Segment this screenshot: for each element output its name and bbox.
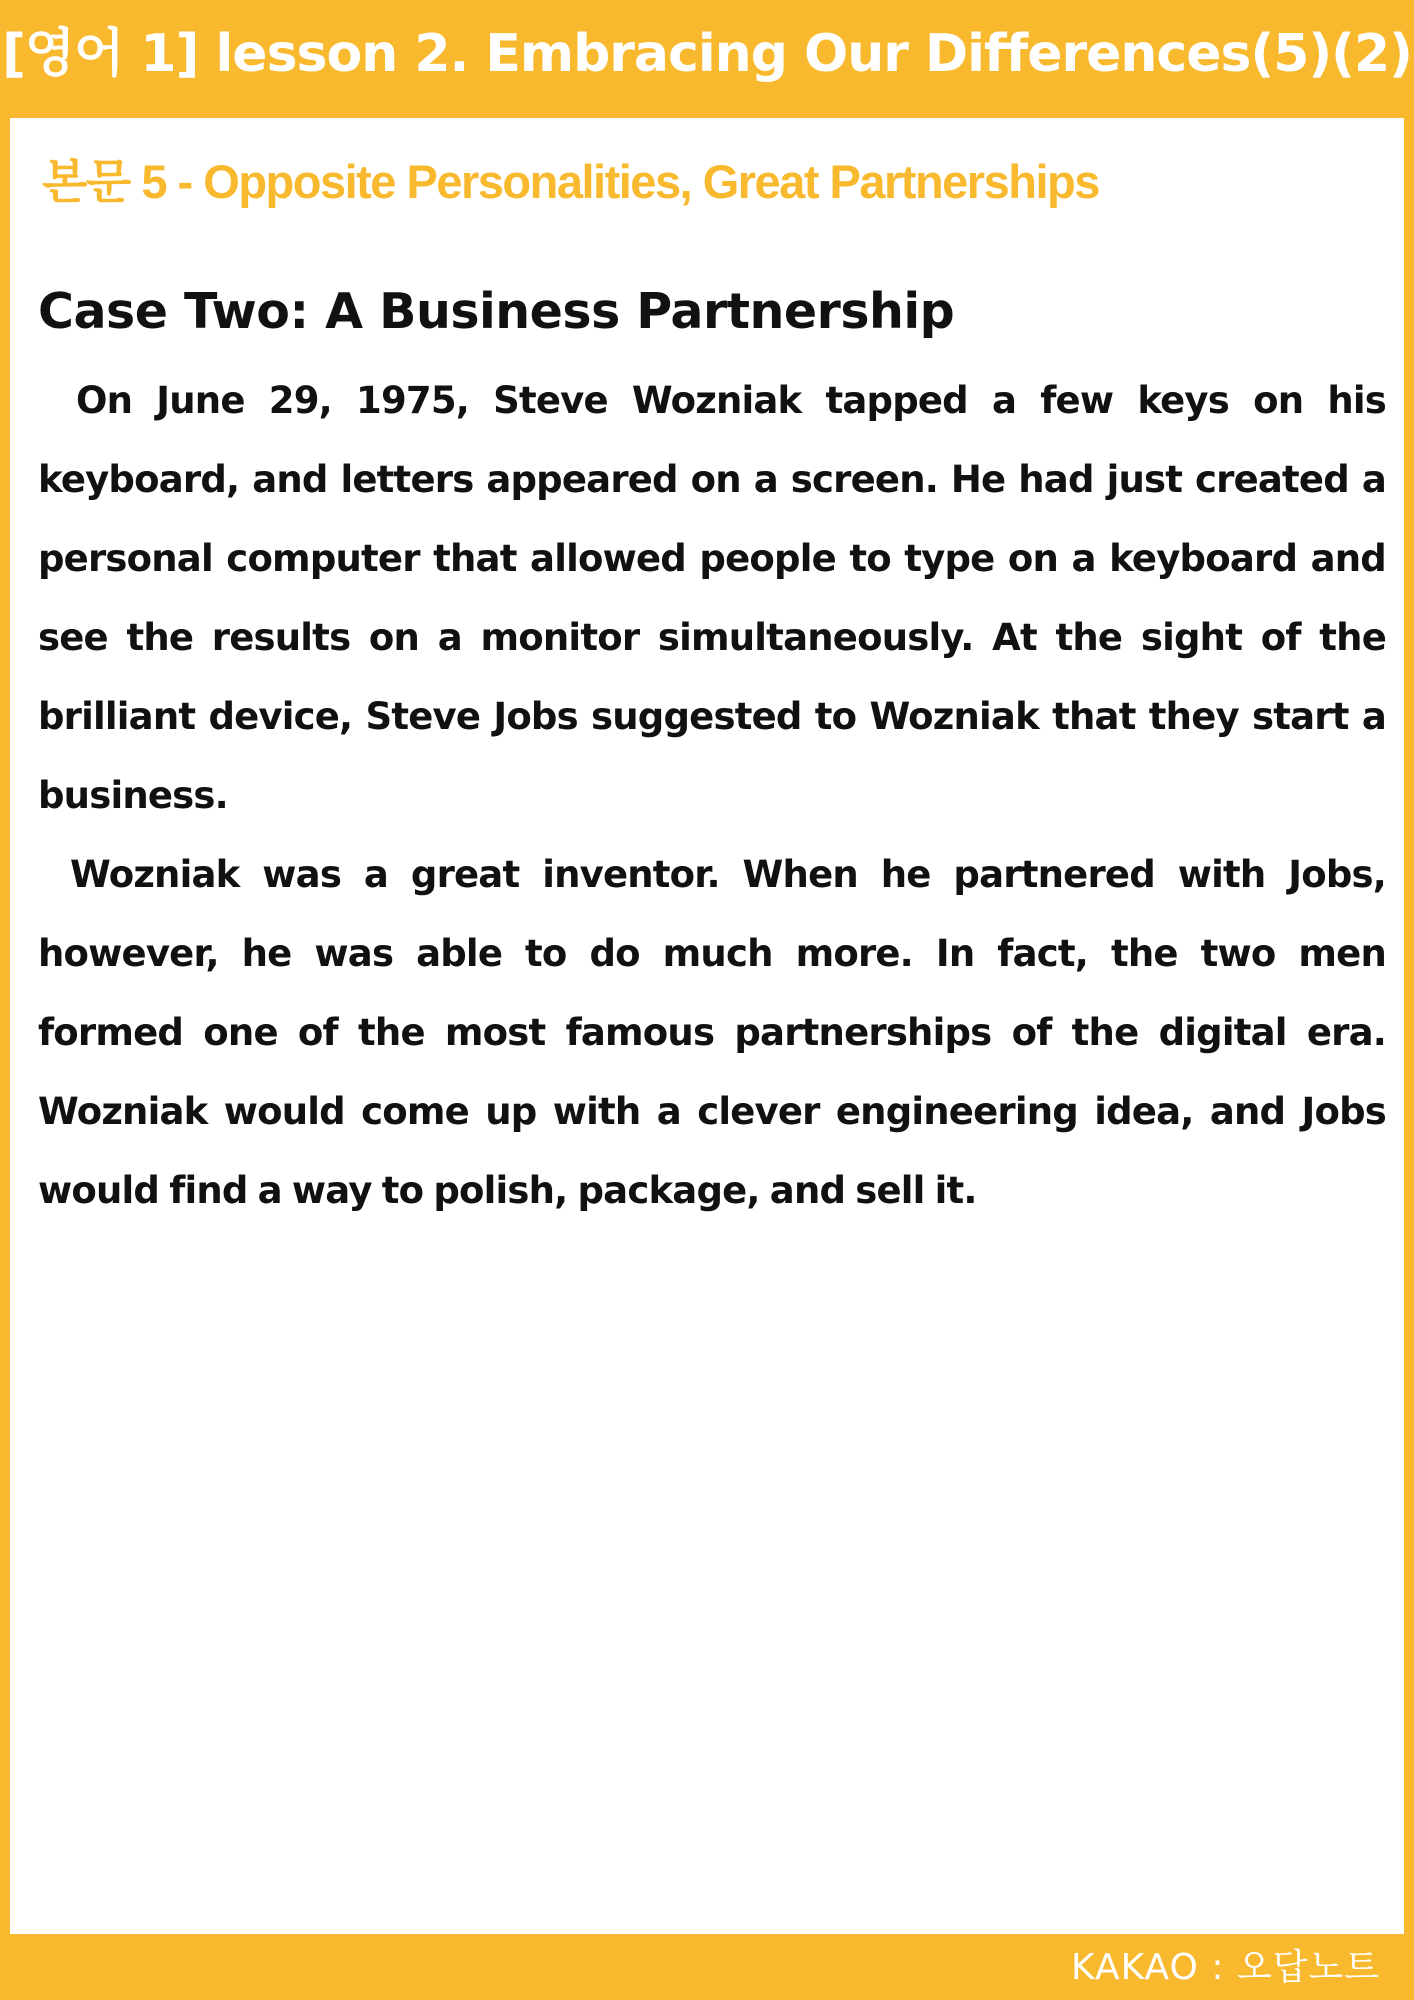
content-sheet [10, 118, 1404, 1934]
paragraph: Wozniak was a great inventor. When he partnered with Jobs, however, he was able to do much more. In fact, the two men formed one of the most famous partnerships of the digital era. Wozniak would come up with a clever engineering idea, and Jobs would find a way to polish, package, and sell it. [38, 853, 1386, 1212]
page-title: [영어 1] lesson 2. Embracing Our Differences(5)(2) [2, 24, 1412, 84]
footer-bar [0, 1934, 1414, 2000]
body-text [38, 361, 1386, 1230]
case-heading: Case Two: A Business Partnership [38, 283, 955, 340]
paragraph: On June 29, 1975, Steve Wozniak tapped a few keys on his keyboard, and letters appeared on a screen. He had just created a personal computer that allowed people to type on a keyboard and see the results on a monitor simultaneously. At the sight of the brilliant device, Steve Jobs suggested to Wozniak that they start a business. [38, 379, 1386, 817]
footer-watermark: KAKAO : 오답노트 [1070, 1947, 1380, 1988]
header-bar [0, 0, 1414, 118]
section-heading: 본문 5 - Opposite Personalities, Great Partnerships [42, 155, 1099, 208]
